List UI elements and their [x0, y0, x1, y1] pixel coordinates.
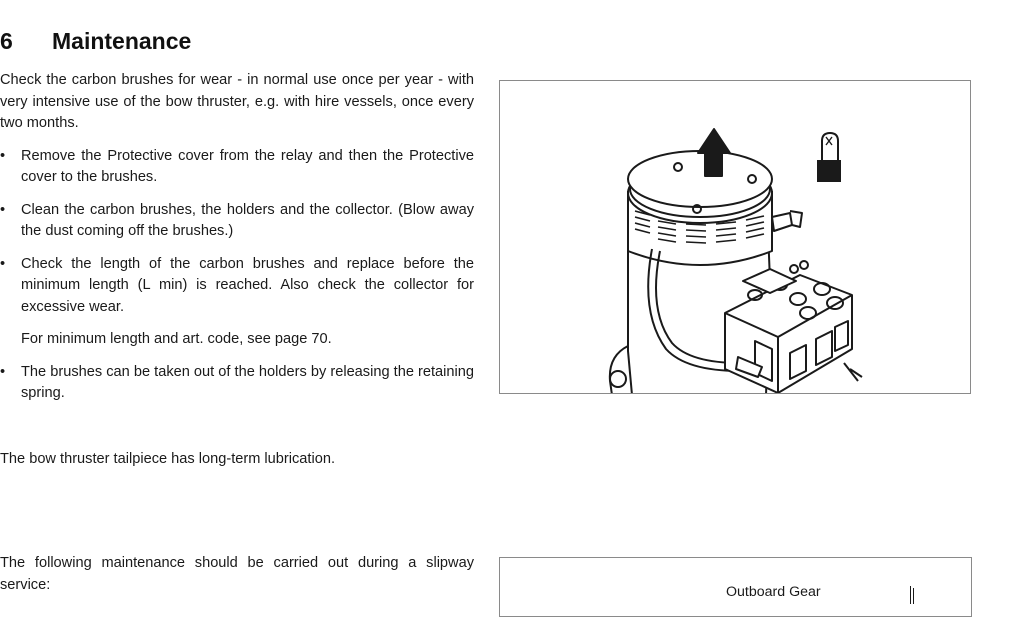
slipway-paragraph: The following maintenance should be carried out during a slipway service: [0, 555, 474, 593]
section-number: 6 [0, 28, 13, 54]
bullet-text: The brushes can be taken out of the holders by releasing the retaining spring. [21, 363, 474, 401]
outboard-gear-label: Outboard Gear [726, 584, 821, 600]
bullet-item [0, 200, 474, 243]
bullet-dot: • [0, 147, 6, 164]
bullet-item [0, 146, 474, 189]
section-title: Maintenance [52, 28, 192, 54]
bullet-text: Check the length of the carbon brushes and replace before the minimum length (L min) is reached. Also check the collector for excessive wear. [21, 255, 474, 315]
section-heading [0, 28, 191, 55]
gear-drawing-line [913, 588, 914, 604]
bullet-item [0, 362, 474, 405]
bullet-item [0, 254, 474, 319]
bullet-text: Remove the Protective cover from the relay and then the Protective cover to the brushes. [21, 147, 474, 185]
bullet-dot: • [0, 201, 6, 218]
bow-thruster-motor-drawing [500, 81, 971, 394]
bullet-dot: • [0, 255, 6, 272]
maintenance-text [0, 70, 474, 416]
outboard-gear-figure [499, 557, 972, 617]
bullet-dot: • [0, 363, 6, 380]
bullet-text: Clean the carbon brushes, the holders and the collector. (Blow away the dust coming off the brushes.) [21, 201, 474, 239]
page-reference-note: For minimum length and art. code, see page 70. [21, 331, 332, 347]
gear-drawing-line [910, 586, 911, 604]
motor-illustration [499, 80, 971, 394]
bullet-list-2 [0, 362, 474, 405]
bullet-list [0, 146, 474, 319]
intro-paragraph: Check the carbon brushes for wear - in normal use once per year - with very intensive use of the bow thruster, e.g. with hire vessels, once every two months. [0, 72, 474, 131]
lubrication-paragraph: The bow thruster tailpiece has long-term lubrication. [0, 451, 336, 467]
